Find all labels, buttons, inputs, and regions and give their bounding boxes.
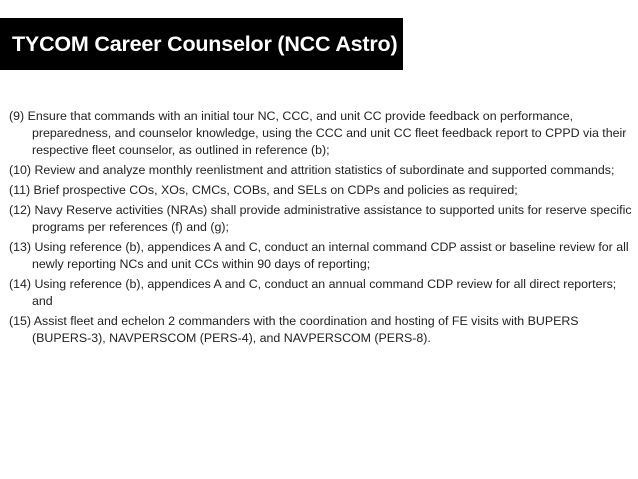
list-item: (14) Using reference (b), appendices A and C, conduct an annual command CDP review for all direct reporters; and [9,277,617,308]
list-item: (10) Review and analyze monthly reenlistment and attrition statistics of subordinate and supported commands; [9,163,615,177]
slide-title: TYCOM Career Counselor (NCC Astro) [12,31,398,56]
directive-list [9,108,633,350]
list-item: (13) Using reference (b), appendices A and C, conduct an internal command CDP assist or baseline review for all newly reporting NCs and unit CCs within 90 days of reporting; [9,240,629,271]
title-bar [0,18,403,70]
list-item: (9) Ensure that commands with an initial tour NC, CCC, and unit CC provide feedback on performance, preparedness, and counselor knowledge, using the CCC and unit CC fleet feedback report to CPPD via their respective fleet counselor, as outlined in reference (b); [9,109,627,157]
list-item: (12) Navy Reserve activities (NRAs) shall provide administrative assistance to supported units for reserve specific programs per references (f) and (g); [9,203,632,234]
list-item: (11) Brief prospective COs, XOs, CMCs, COBs, and SELs on CDPs and policies as required; [9,183,518,197]
list-item: (15) Assist fleet and echelon 2 commanders with the coordination and hosting of FE visits with BUPERS (BUPERS-3), NAVPERSCOM (PERS-4), and NAVPERSCOM (PERS-8). [9,314,579,345]
